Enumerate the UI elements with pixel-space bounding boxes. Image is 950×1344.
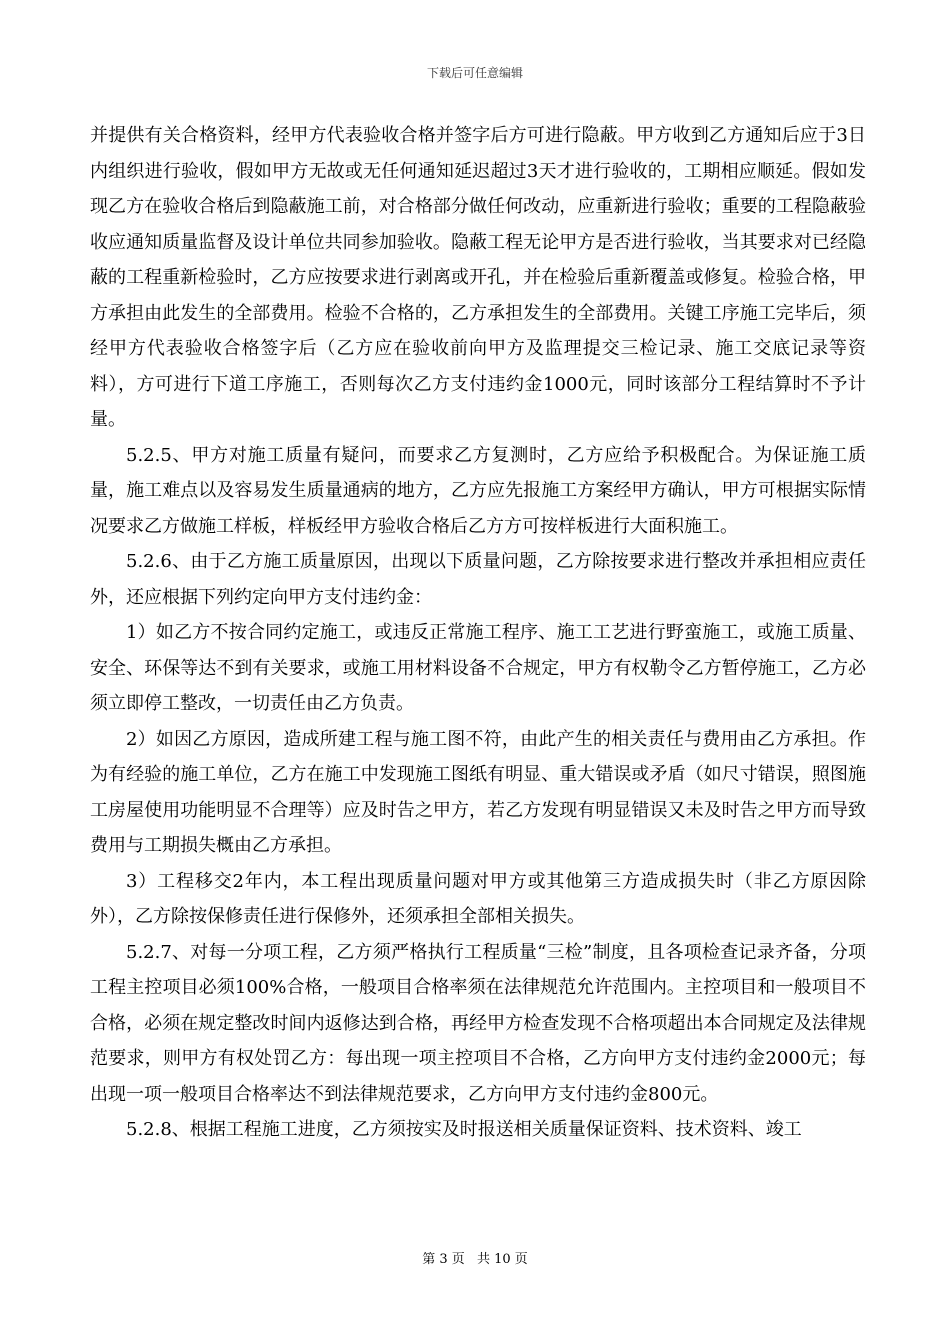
page-number: 第 3 页 [422,1252,465,1267]
paragraph-5-2-5: 5.2.5、甲方对施工质量有疑问，而要求乙方复测时，乙方应给予积极配合。为保证施工质量，施工难点以及容易发生质量通病的地方，乙方应先报施工方案经甲方确认，甲方可根据实际情况要求乙方做施工样板，样板经甲方验收合格后乙方方可按样板进行大面积施工。 [90,444,866,537]
paragraph-continued: 并提供有关合格资料，经甲方代表验收合格并签字后方可进行隐蔽。甲方收到乙方通知后应于3日内组织进行验收，假如甲方无故或无任何通知延迟超过3天才进行验收的，工期相应顺延。假如发现乙方在验收合格后到隐蔽施工前，对合格部分做任何改动，应重新进行验收；重要的工程隐蔽验收应通知质量监督及设计单位共同参加验收。隐蔽工程无论甲方是否进行验收，当其要求对已经隐蔽的工程重新检验时，乙方应按要求进行剥离或开孔，并在检验后重新覆盖或修复。检验合格，甲方承担由此发生的全部费用。检验不合格的，乙方承担发生的全部费用。关键工序施工完毕后，须经甲方代表验收合格签字后（乙方应在验收前向甲方及监理提交三检记录、施工交底记录等资料），方可进行下道工序施工，否则每次乙方支付违约金1000元，同时该部分工程结算时不予计量。 [90,125,866,430]
page-total: 共 10 页 [476,1252,528,1267]
paragraph-item-1: 1）如乙方不按合同约定施工，或违反正常施工程序、施工工艺进行野蛮施工，或施工质量、安全、环保等达不到有关要求，或施工用材料设备不合规定，甲方有权勒令乙方暂停施工，乙方必须立即停工整改，一切责任由乙方负责。 [90,622,866,714]
paragraph-5-2-6: 5.2.6、由于乙方施工质量原因，出现以下质量问题，乙方除按要求进行整改并承担相应责任外，还应根据下列约定向甲方支付违约金： [90,551,866,608]
paragraph-5-2-7: 5.2.7、对每一分项工程，乙方须严格执行工程质量“三检”制度，且各项检查记录齐备，分项工程主控项目必须100%合格，一般项目合格率须在法律规范允许范围内。主控项目和一般项目不合格，必须在规定整改时间内返修达到合格，再经甲方检查发现不合格项超出本合同规定及法律规范要求，则甲方有权处罚乙方：每出现一项主控项目不合格，乙方向甲方支付违约金2000元；每出现一项一般项目合格率达不到法律规范要求，乙方向甲方支付违约金800元。 [90,941,866,1105]
paragraph-item-3: 3）工程移交2年内，本工程出现质量问题对甲方或其他第三方造成损失时（非乙方原因除外），乙方除按保修责任进行保修外，还须承担全部相关损失。 [90,870,866,927]
paragraph-5-2-8: 5.2.8、根据工程施工进度，乙方须按实及时报送相关质量保证资料、技术资料、竣工 [126,1119,802,1140]
page-footer [0,1248,950,1267]
page-header: 下载后可任意编辑 [426,66,523,80]
document-body [90,118,866,1148]
paragraph-item-2: 2）如因乙方原因，造成所建工程与施工图不符，由此产生的相关责任与费用由乙方承担。作为有经验的施工单位，乙方在施工中发现施工图纸有明显、重大错误或矛盾（如尺寸错误，照图施工房屋使用功能明显不合理等）应及时告之甲方，若乙方发现有明显错误又未及时告之甲方而导致费用与工期损失概由乙方承担。 [90,728,866,856]
